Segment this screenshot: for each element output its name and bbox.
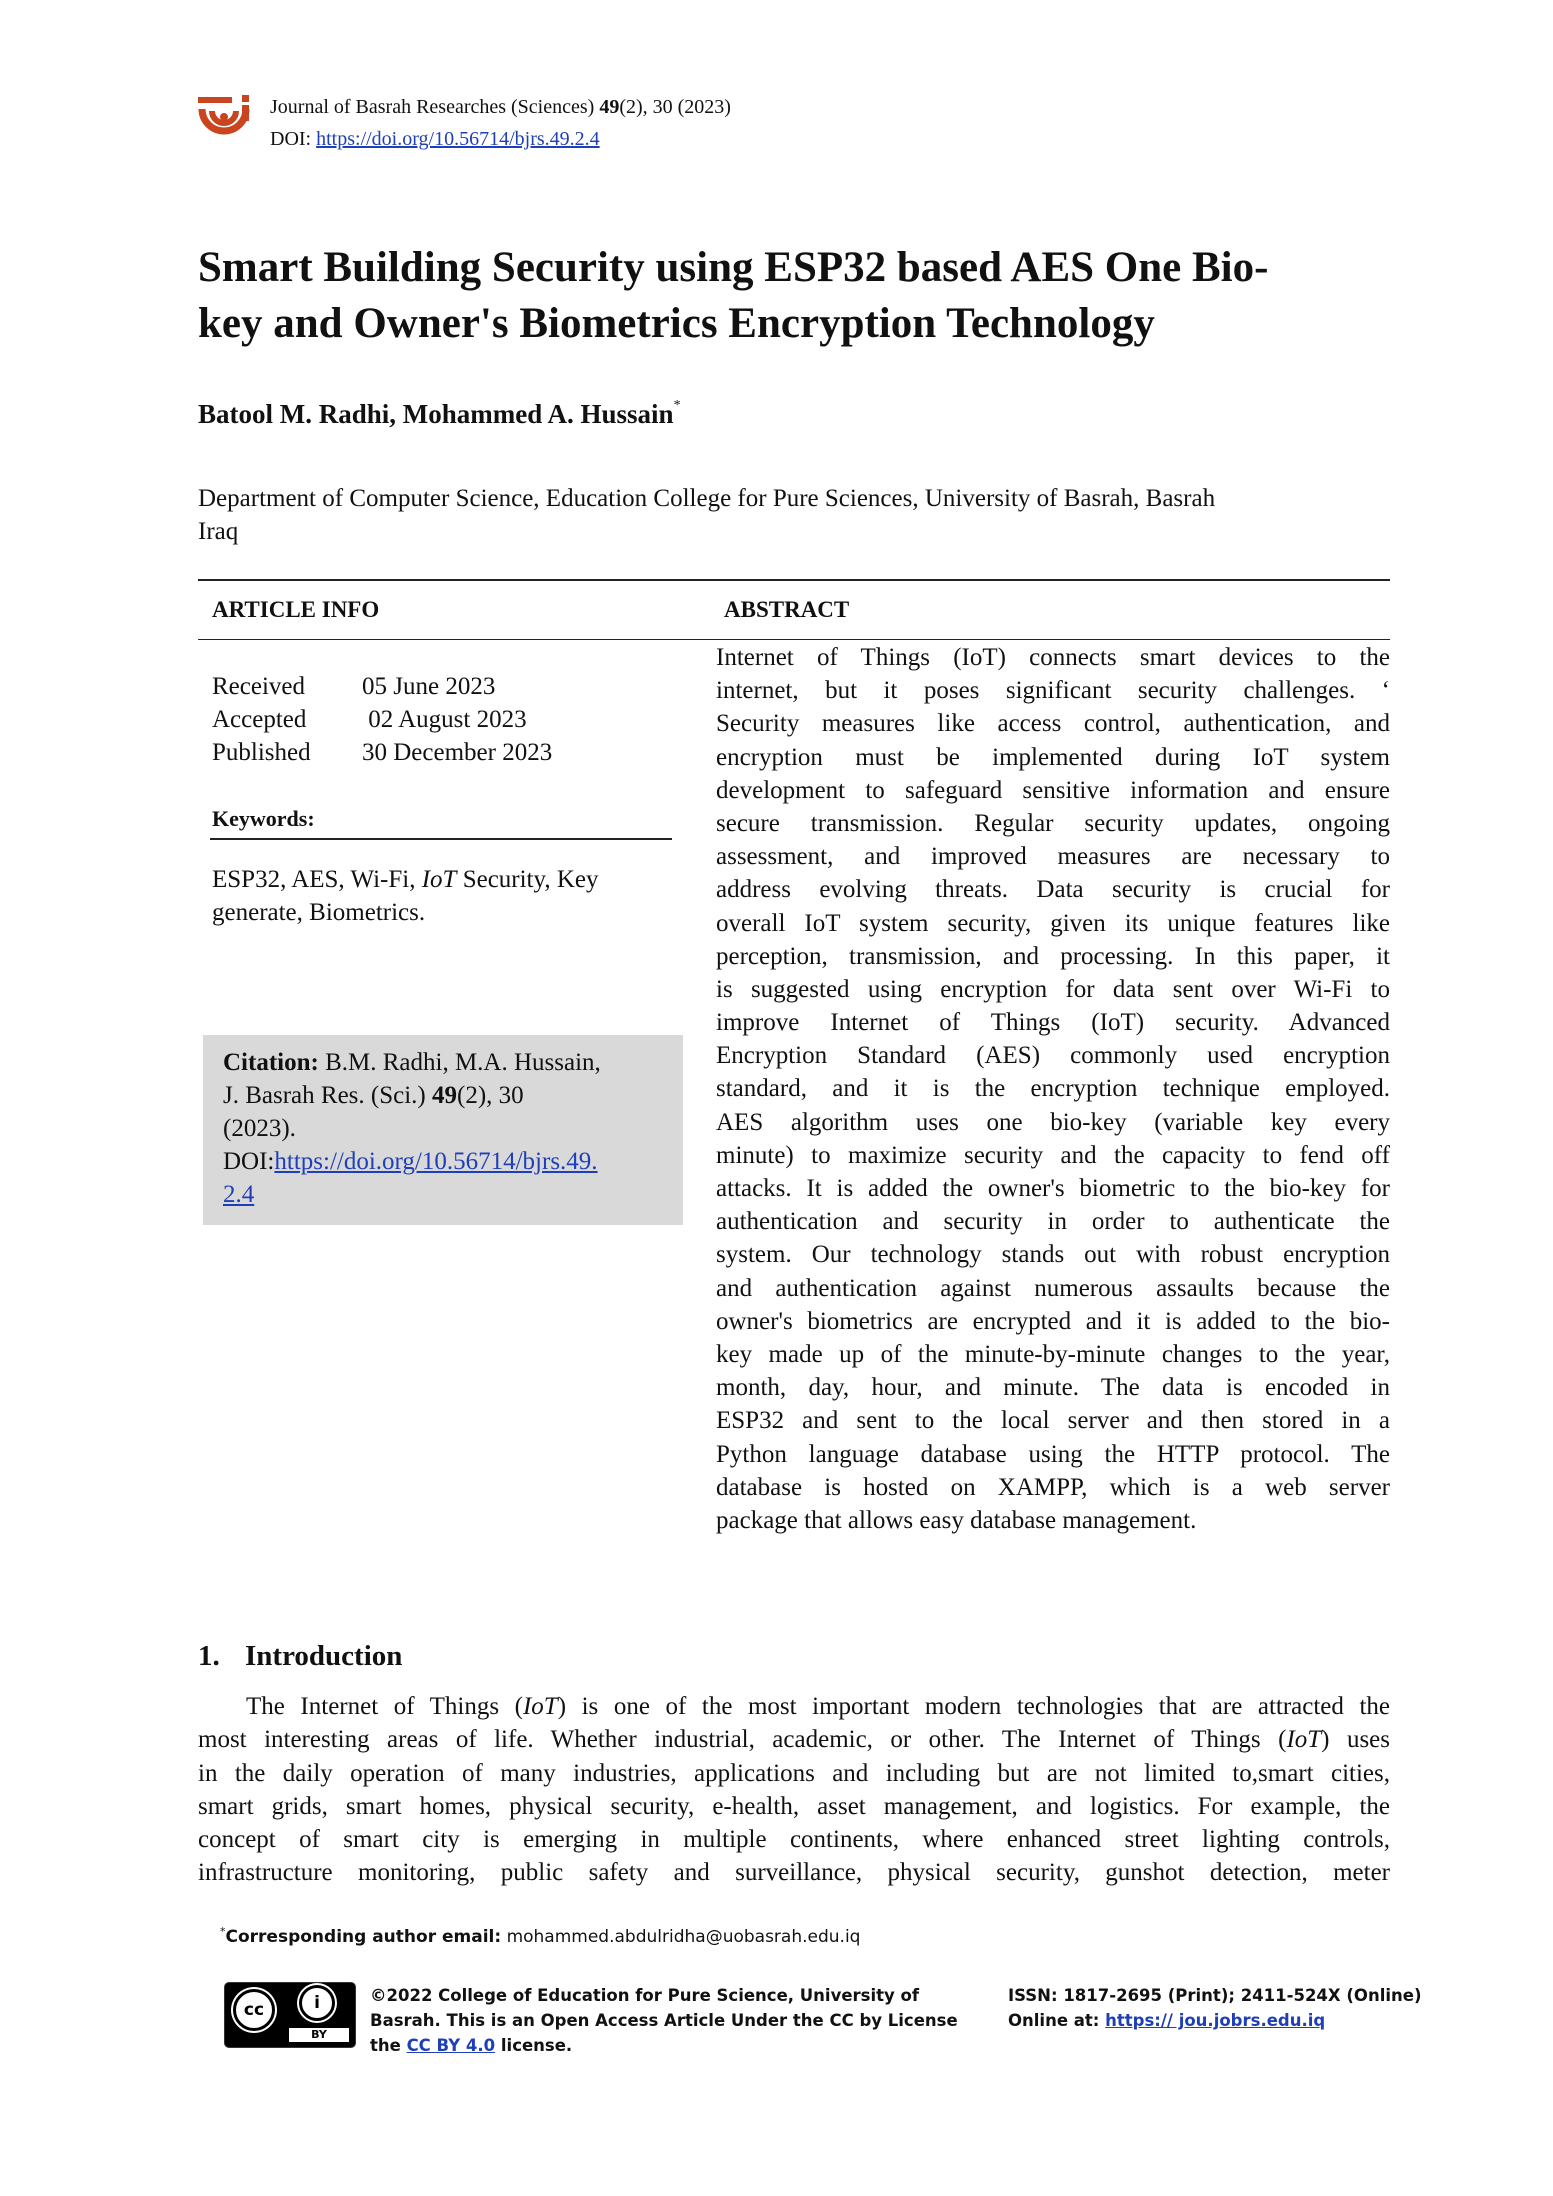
article-info-heading: ARTICLE INFO — [212, 597, 380, 622]
keywords-rule — [210, 838, 672, 840]
info-top-rule — [198, 579, 1390, 581]
citation-doi-link-cont[interactable]: 2.4 — [223, 1181, 255, 1208]
journal-volume: 49 — [599, 96, 620, 118]
journal-website-link[interactable]: https:// jou.jobrs.edu.iq — [1105, 2011, 1326, 2030]
info-header-rule — [198, 639, 1390, 640]
citation-doi-link[interactable]: https://doi.org/10.56714/bjrs.49. — [274, 1148, 598, 1175]
received-date: Received 05 June 2023 — [212, 673, 496, 700]
keywords-heading: Keywords: — [212, 806, 315, 831]
attribution-icon: i — [299, 1985, 335, 2021]
introduction-heading: 1. Introduction — [198, 1640, 403, 1672]
journal-citation-line: Journal of Basrah Researches (Sciences) 49(2), 30 (2023) — [270, 96, 731, 118]
title-line: key and Owner's Biometrics Encryption Technology — [198, 300, 1155, 347]
citation-box: Citation: B.M. Radhi, M.A. Hussain, J. Basrah Res. (Sci.) 49(2), 30 (2023). DOI:https://doi.org/10.56714/bjrs.49. 2.4 — [203, 1035, 683, 1225]
doi-link[interactable]: https://doi.org/10.56714/bjrs.49.2.4 — [316, 128, 600, 150]
journal-doi-line: DOI: https://doi.org/10.56714/bjrs.49.2.4 — [270, 128, 600, 150]
by-label: BY — [289, 2028, 349, 2042]
keywords-list: ESP32, AES, Wi-Fi, IoT Security, Key generate, Biometrics. — [212, 866, 599, 926]
title-line: Smart Building Security using ESP32 based AES One Bio- — [198, 244, 1269, 291]
corresponding-author-note: *Corresponding author email: mohammed.abdulridha@uobasrah.edu.iq — [220, 1925, 861, 1947]
accepted-date: Accepted 02 August 2023 — [212, 706, 527, 733]
corresponding-email: mohammed.abdulridha@uobasrah.edu.iq — [501, 1927, 861, 1947]
affiliation: Department of Computer Science, Education College for Pure Sciences, University of Basrah, Basrah Iraq — [198, 485, 1216, 545]
cc-icon: cc — [233, 1989, 275, 2031]
cc-by-license-badge — [224, 1982, 356, 2048]
abstract-heading: ABSTRACT — [724, 597, 850, 622]
abstract-text: Internet of Things (IoT) connects smart devices to the internet, but it poses significant security challenges. ‘ Security measures like access control, authentication, and encryption must be implemented during IoT system development to safeguard sensitive information and ensure secure transmission. Regular security updates, ongoing assessment, and improved measures are necessary to address evolving threats. Data security is crucial for overall IoT system security, given its unique features like perception, transmission, and processing. In this paper, it is suggested using encryption for data sent over Wi-Fi to improve Internet of Things (IoT) security. Advanced Encryption Standard (AES) commonly used encryption standard, and it is the encryption technique employed. AES algorithm uses one bio-key (variable key every minute) to maximize security and the capacity to fend off attacks. It is added the owner's biometric to the bio-key for authentication and security in order to authenticate the system. Our technology stands out with robust encryption and authentication against numerous assaults because the owner's biometrics are encrypted and it is added to the bio- key made up of the minute-by-minute changes to the year, month, day, hour, and minute. The data is encoded in ESP32 and sent to the local server and then stored in a Python language database using the HTTP protocol. The database is hosted on XAMPP, which is a web server package that allows easy database management. — [716, 644, 1390, 1534]
author-list: Batool M. Radhi, Mohammed A. Hussain* — [198, 398, 681, 429]
license-statement: ©2022 College of Education for Pure Science, University of Basrah. This is an Open Access Article Under the CC by License the CC BY 4.0 license. — [370, 1986, 958, 2055]
cc-by-license-link[interactable]: CC BY 4.0 — [406, 2036, 496, 2055]
journal-logo — [196, 95, 256, 151]
introduction-text: The Internet of Things (IoT) is one of the most important modern technologies that are attracted the most interesting areas of life. Whether industrial, academic, or other. The Internet of Things (IoT) uses in the daily operation of many industries, applications and including but are not limited to,smart cities, smart grids, smart homes, physical security, e-health, asset management, and logistics. For example, the concept of smart city is emerging in multiple continents, where enhanced street lighting controls, infrastructure monitoring, public safety and surveillance, physical security, gunshot detection, meter — [198, 1693, 1390, 1887]
paper-title — [198, 240, 1398, 352]
citation-label: Citation: — [223, 1049, 319, 1076]
issn-block: ISSN: 1817-2695 (Print); 2411-524X (Online) Online at: https:// jou.jobrs.edu.iq — [1008, 1983, 1421, 2033]
published-date: Published 30 December 2023 — [212, 739, 553, 766]
corresponding-author-mark: * — [673, 398, 681, 413]
issn-numbers: ISSN: 1817-2695 (Print); 2411-524X (Online) — [1008, 1986, 1422, 2005]
